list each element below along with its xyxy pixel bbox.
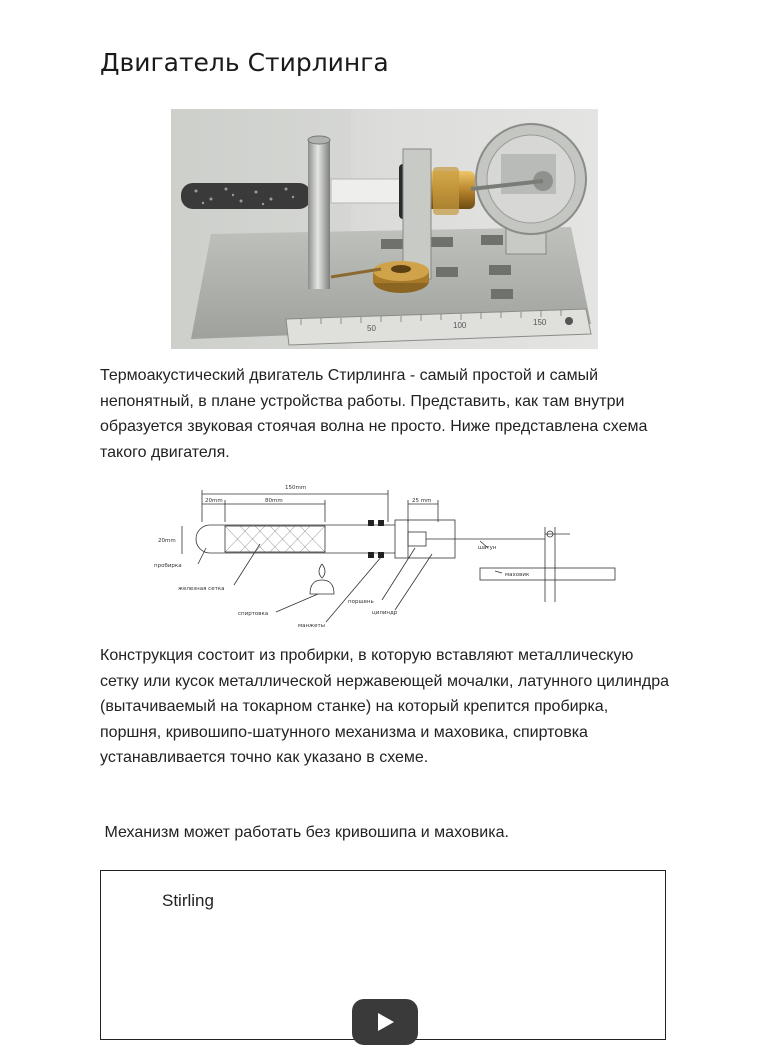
page-title: Двигатель Стирлинга [100,48,389,77]
label-cylinder: цилиндр [372,610,398,616]
label-rod: шатун [478,545,497,551]
ruler-label-50: 50 [367,324,376,333]
dim-b: 80mm [265,498,283,504]
label-mesh: железная сетка [178,586,225,592]
video-title[interactable]: Stirling [162,891,214,910]
label-piston: поршень [348,599,374,605]
construction-paragraph: Конструкция состоит из пробирки, в которую вставляют металлическую сетку или кусок металлической нержавеющей мочалки, латунного цилиндра (вытачиваемый на токарном станке) на который крепится пробирка, поршня, кривошипо-шатунного механизма и маховика, спиртовка устанавливается точно как указано в схеме. [100,647,670,766]
video-embed[interactable] [100,870,666,1040]
dim-a: 20mm [205,498,223,504]
label-tube: пробирка [154,563,182,569]
label-burner: спиртовка [238,611,269,617]
label-cuffs: манжеты [298,623,326,629]
stirling-engine-photo [171,109,598,349]
engine-schematic [150,482,620,632]
dim-c: 25 mm [412,498,432,504]
play-icon[interactable] [352,999,418,1045]
ruler-label-100: 100 [453,321,467,330]
mechanism-note: Механизм может работать без кривошипа и маховика. [100,824,509,841]
dim-total: 150mm [285,485,307,491]
dim-height: 20mm [158,538,176,544]
label-flywheel: маховик [505,572,530,578]
ruler-label-150: 150 [533,318,547,327]
intro-paragraph: Термоакустический двигатель Стирлинга - самый простой и самый непонятный, в плане устройства работы. Представить, как там внутри образуется звуковая стоячая волна не просто. Ниже представлена схема такого двигателя. [100,367,648,461]
